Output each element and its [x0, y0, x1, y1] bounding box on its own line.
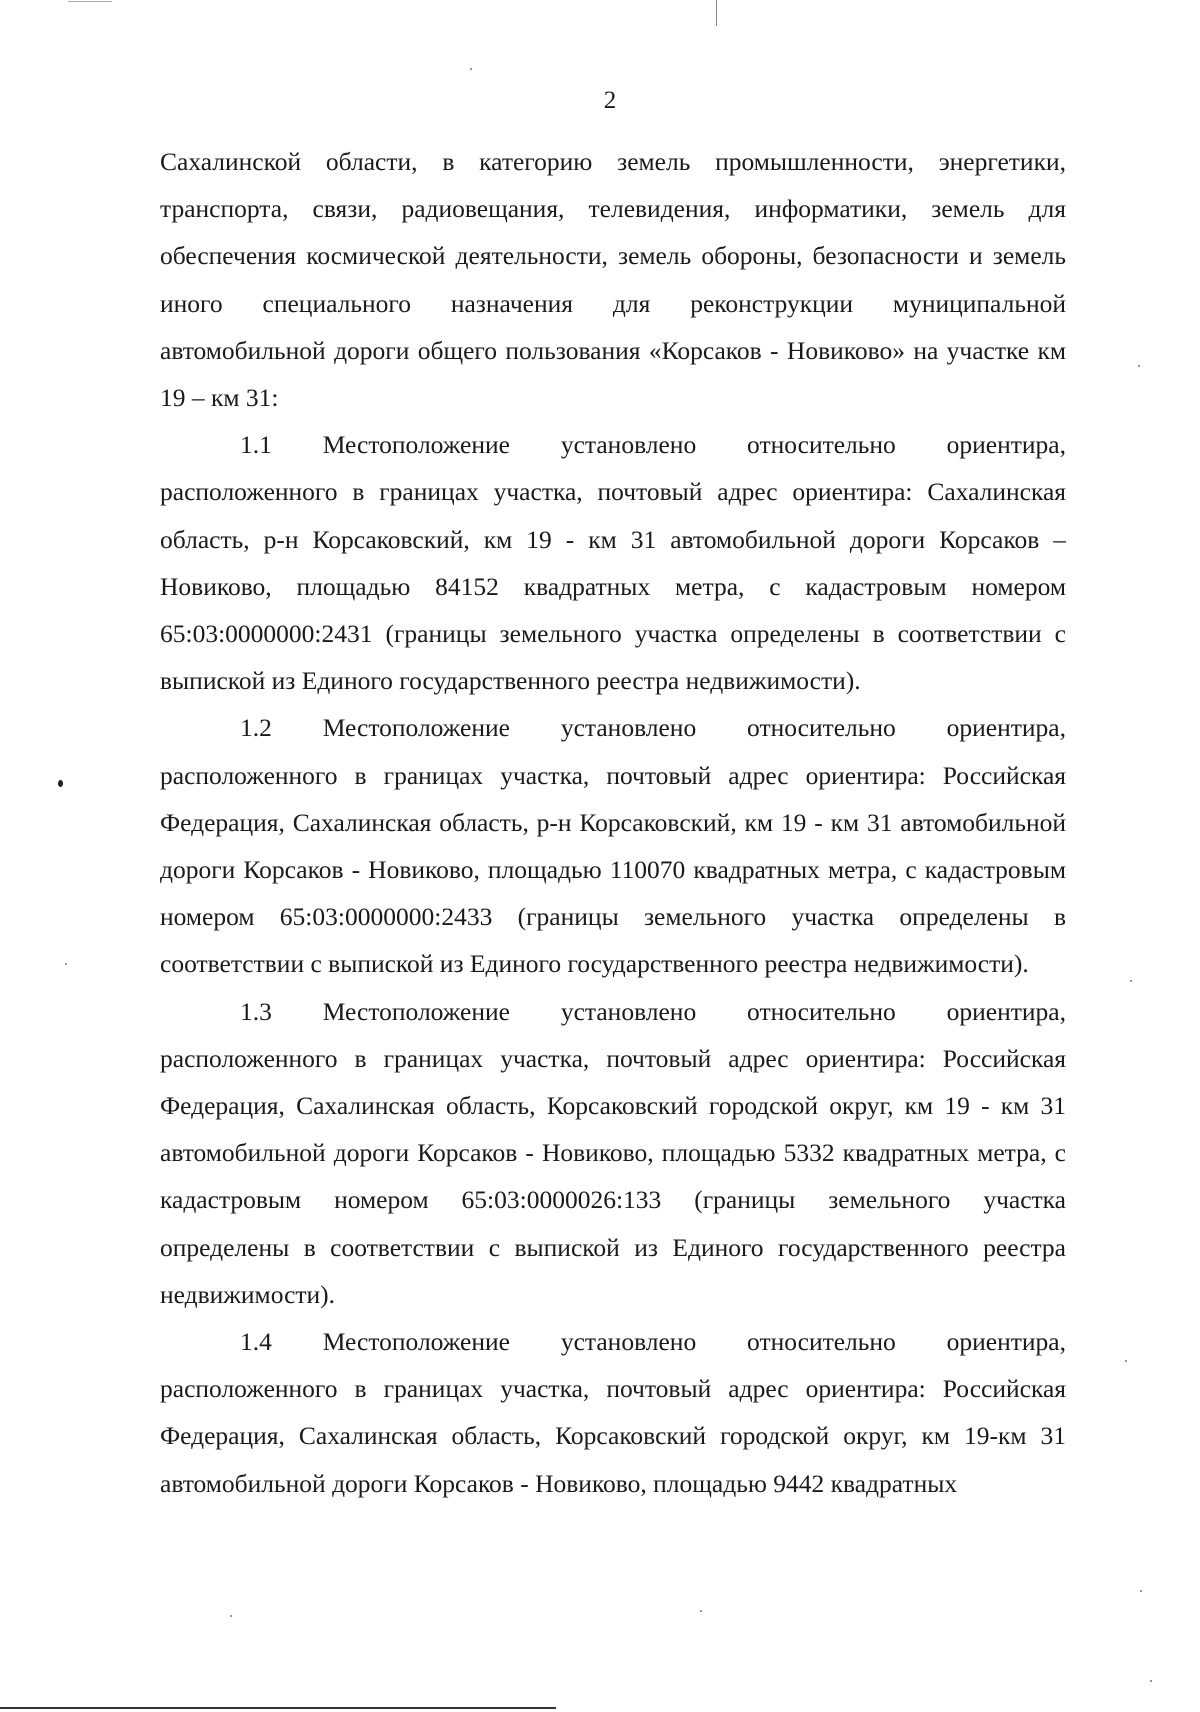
scan-artifact-speck	[1140, 1590, 1142, 1592]
scan-artifact-speck	[230, 1615, 232, 1617]
scan-artifact-speck	[470, 68, 472, 70]
scan-artifact-bottom-line	[0, 1707, 556, 1709]
page-number: 2	[603, 87, 617, 114]
scan-artifact-speck	[1130, 980, 1132, 982]
scan-artifact-speck	[1150, 1680, 1152, 1682]
scan-artifact-dot	[58, 780, 63, 787]
scan-artifact-top-line	[716, 0, 717, 26]
scan-artifact-speck	[700, 1610, 702, 1612]
scan-artifact-top-left	[68, 1, 112, 2]
document-body	[160, 138, 1066, 1507]
paragraph-intro: Сахалинской области, в категорию земель промышленности, энергетики, транспорта, связи, радиовещания, телевидения, информатики, земель для обеспечения космической деятельности, земель обороны, безопасности и земель иного специального назначения для реконструкции муниципальной автомобильной дороги общего пользования «Корсаков - Новиково» на участке км 19 – км 31:	[160, 147, 1066, 413]
paragraph-1-3: 1.3 Местоположение установлено относительно ориентира, расположенного в границах участка, почтовый адрес ориентира: Российская Федерация, Сахалинская область, Корсаковский городской округ, км 19 - км 31 автомобильной дороги Корсаков - Новиково, площадью 5332 квадратных метра, с кадастровым номером 65:03:0000026:133 (границы земельного участка определены в соответствии с выпиской из Единого государственного реестра недвижимости).	[160, 996, 1066, 1309]
scan-artifact-speck	[1125, 1360, 1127, 1362]
paragraph-1-1: 1.1 Местоположение установлено относительно ориентира, расположенного в границах участка, почтовый адрес ориентира: Сахалинская область, р-н Корсаковский, км 19 - км 31 автомобильной дороги Корсаков – Новиково, площадью 84152 квадратных метра, с кадастровым номером 65:03:0000000:2431 (границы земельного участка определены в соответствии с выпиской из Единого государственного реестра недвижимости).	[160, 430, 1066, 696]
scan-artifact-speck	[65, 963, 67, 965]
paragraph-1-4: 1.4 Местоположение установлено относительно ориентира, расположенного в границах участка, почтовый адрес ориентира: Российская Федерация, Сахалинская область, Корсаковский городской округ, км 19-км 31 автомобильной дороги Корсаков - Новиково, площадью 9442 квадратных	[160, 1327, 1066, 1498]
scan-artifact-speck	[1138, 365, 1140, 367]
paragraph-1-2: 1.2 Местоположение установлено относительно ориентира, расположенного в границах участка, почтовый адрес ориентира: Российская Федерация, Сахалинская область, р-н Корсаковский, км 19 - км 31 автомобильной дороги Корсаков - Новиково, площадью 110070 квадратных метра, с кадастровым номером 65:03:0000000:2433 (границы земельного участка определены в соответствии с выпиской из Единого государственного реестра недвижимости).	[160, 713, 1066, 979]
